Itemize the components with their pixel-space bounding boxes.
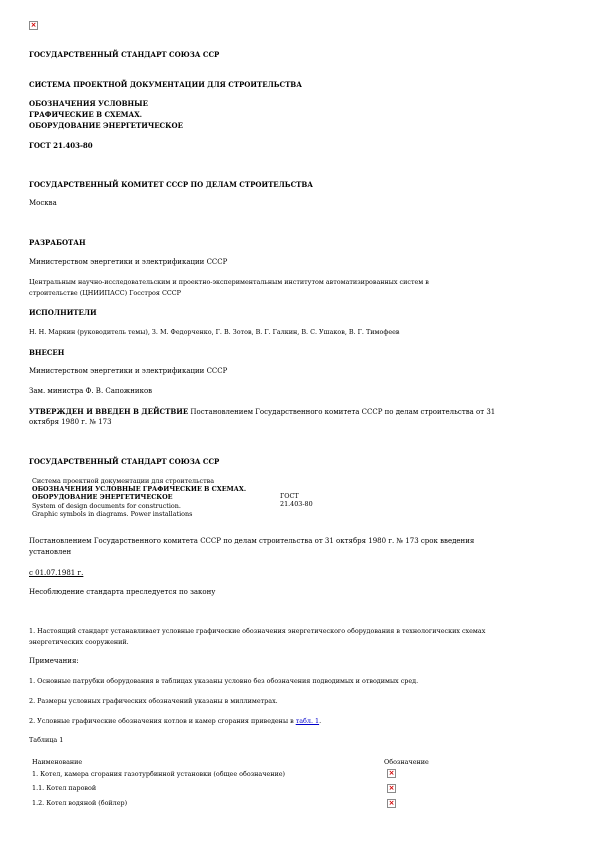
penalty-text: Несоблюдение стандарта преследуется по закону: [29, 588, 216, 596]
broken-image-icon: ×: [30, 21, 37, 29]
standard-title-line-1: Система проектной документации для строительства: [32, 477, 215, 485]
table-row: 1.1. Котел паровой: [32, 784, 97, 792]
executors-label: ИСПОЛНИТЕЛИ: [29, 308, 97, 317]
standard-title-cell: [32, 477, 277, 518]
standard-code-number: 21.403-80: [280, 500, 313, 509]
gost-number: ГОСТ 21.403-80: [29, 141, 93, 150]
table-1-caption: Таблица 1: [29, 736, 64, 744]
notes-label: Примечания:: [29, 657, 79, 665]
approved-bold: УТВЕРЖДЕН И ВВЕДЕН В ДЕЙСТВИЕ: [29, 407, 189, 416]
effective-date: с 01.07.1981 г.: [29, 569, 84, 577]
clause-2-text: 2. Условные графические обозначения котлов и камер сгорания приведены в: [29, 717, 296, 725]
state-standard-heading: ГОСУДАРСТВЕННЫЙ СТАНДАРТ СОЮЗА ССР: [29, 50, 220, 59]
committee-heading: ГОСУДАРСТВЕННЫЙ КОМИТЕТ СССР ПО ДЕЛАМ СТРОИТЕЛЬСТВА: [29, 180, 313, 189]
table-row: 1. Котел, камера сгорания газотурбинной установки (общее обозначение): [32, 770, 286, 778]
approved-line-2: октября 1980 г. № 173: [29, 418, 112, 426]
deputy-minister: Зам. министра Ф. В. Сапожников: [29, 387, 153, 395]
introduced-label: ВНЕСЕН: [29, 348, 65, 357]
standard-title-line-3: ОБОРУДОВАНИЕ ЭНЕРГЕТИЧЕСКОЕ: [32, 493, 173, 502]
standard-title-line-5: Graphic symbols in diagrams. Power installations: [32, 509, 193, 518]
institute-line-1: Центральным научно-исследовательским и проектно-экспериментальным институтом автоматизированных систем в: [29, 278, 429, 286]
decree-line-1: Постановлением Государственного комитета СССР по делам строительства от 31 октября 1980 г. № 173 срок введения: [29, 537, 475, 545]
clause-2: [29, 717, 321, 726]
title-line-2: ГРАФИЧЕСКИЕ В СХЕМАХ.: [29, 110, 143, 119]
table-1-link[interactable]: табл. 1: [295, 717, 320, 725]
broken-image-icon: ×: [388, 769, 395, 777]
note-1: 1. Основные патрубки оборудования в таблицах указаны условно без обозначения подводимых и отводимых сред.: [29, 677, 419, 685]
note-2: 2. Размеры условных графических обозначений указаны в миллиметрах.: [29, 697, 278, 705]
introduced-by: Министерством энергетики и электрификации СССР: [29, 367, 228, 375]
clause-1-line-2: энергетических сооружений.: [29, 638, 129, 646]
clause-1-line-1: 1. Настоящий стандарт устанавливает условные графические обозначения энергетического оборудования в технологических схемах: [29, 627, 486, 635]
standard-title-line-2: ОБОЗНАЧЕНИЯ УСЛОВНЫЕ ГРАФИЧЕСКИЕ В СХЕМАХ.: [32, 485, 247, 494]
table-1-header-symbol: Обозначение: [384, 758, 429, 766]
developed-label: РАЗРАБОТАН: [29, 238, 86, 247]
standard-heading: ГОСУДАРСТВЕННЫЙ СТАНДАРТ СОЮЗА ССР: [29, 457, 220, 466]
institute-line-2: строительстве (ЦНИИПАСС) Госстроя СССР: [29, 289, 181, 297]
table-row: 1.2. Котел водяной (бойлер): [32, 799, 128, 807]
approved-rest: Постановлением Государственного комитета СССР по делам строительства от 31: [188, 408, 496, 416]
standard-code-label: ГОСТ: [280, 492, 299, 500]
approved-line-1: [29, 407, 495, 417]
city: Москва: [29, 199, 57, 207]
title-line-1: ОБОЗНАЧЕНИЯ УСЛОВНЫЕ: [29, 99, 148, 108]
executors-list: Н. Н. Маркин (руководитель темы), З. М. Федорченко, Г. В. Зотов, В. Г. Галкин, В. С. Ушаков, В. Г. Тимофеев: [29, 328, 400, 336]
developed-by: Министерством энергетики и электрификации СССР: [29, 258, 228, 266]
standard-code-cell: [280, 492, 313, 508]
broken-image-icon: ×: [388, 799, 395, 807]
system-heading: СИСТЕМА ПРОЕКТНОЙ ДОКУМЕНТАЦИИ ДЛЯ СТРОИТЕЛЬСТВА: [29, 80, 302, 89]
broken-image-icon: ×: [388, 784, 395, 792]
standard-title-line-4: System of design documents for construction.: [32, 501, 181, 510]
title-line-3: ОБОРУДОВАНИЕ ЭНЕРГЕТИЧЕСКОЕ: [29, 121, 183, 130]
clause-2-end: .: [319, 717, 322, 725]
decree-line-2: установлен: [29, 548, 72, 556]
table-1-header-name: Наименование: [32, 758, 83, 766]
